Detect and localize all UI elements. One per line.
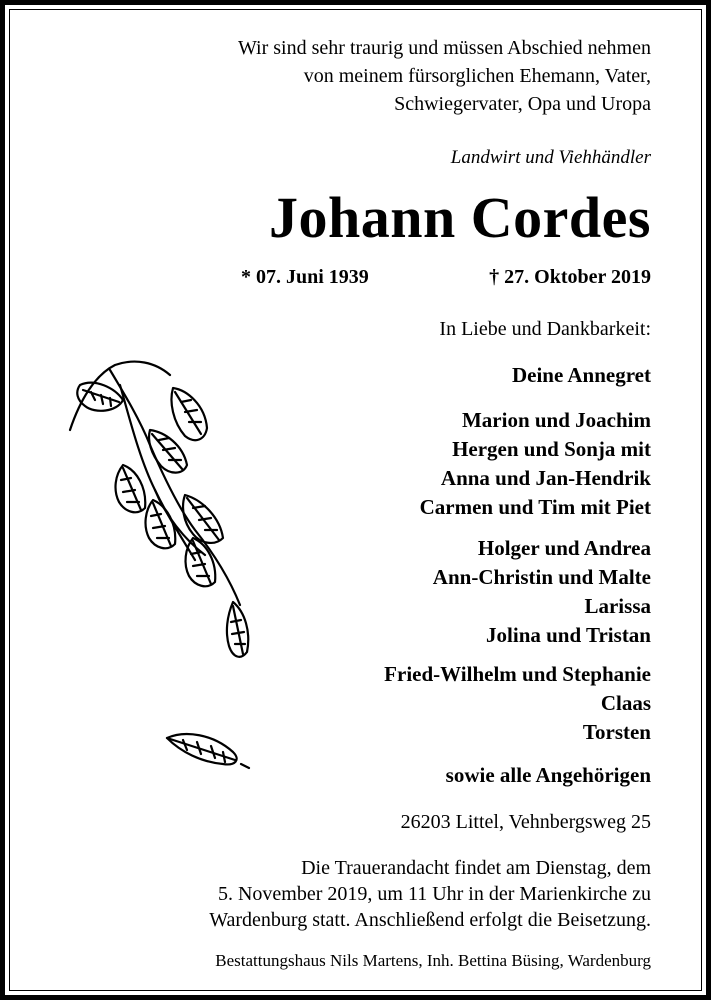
undertaker: Bestattungshaus Nils Martens, Inh. Bettina Büsing, Wardenburg <box>215 951 651 970</box>
intro-line: Schwiegervater, Opa und Uropa <box>394 93 651 115</box>
intro-text <box>131 34 651 118</box>
mourner-group-3 <box>231 660 651 747</box>
service-line: Die Trauerandacht findet am Dienstag, dem <box>301 857 651 879</box>
mourner-line: Holger und Andrea <box>477 536 651 560</box>
service-notice <box>91 855 651 933</box>
mourner-line: Torsten <box>582 720 651 744</box>
death-date: † 27. Oktober 2019 <box>489 266 651 288</box>
mourner-group-2 <box>231 534 651 650</box>
mourner-line: Fried-Wilhelm und Stephanie <box>384 662 651 686</box>
intro-line: Wir sind sehr traurig und müssen Abschied nehmen <box>237 37 651 59</box>
dedication: In Liebe und Dankbarkeit: <box>439 318 651 340</box>
service-line: 5. November 2019, um 11 Uhr in der Marienkirche zu <box>217 883 651 905</box>
mourner-group-relatives <box>231 761 651 790</box>
intro-line: von meinem fürsorglichen Ehemann, Vater, <box>303 65 651 87</box>
family-address: 26203 Littel, Vehnbergsweg 25 <box>400 811 651 833</box>
mourner-line: sowie alle Angehörigen <box>445 763 651 787</box>
mourner-group-1 <box>231 406 651 522</box>
mourner-line: Larissa <box>584 594 651 618</box>
service-line: Wardenburg statt. Anschließend erfolgt die Beisetzung. <box>209 909 651 931</box>
mourner-line: Hergen und Sonja mit <box>452 437 651 461</box>
mourner-line: Jolina und Tristan <box>486 623 651 647</box>
mourner-line: Ann-Christin und Malte <box>432 565 651 589</box>
mourner-line: Carmen und Tim mit Piet <box>419 495 651 519</box>
deceased-name: Johann Cordes <box>269 185 651 250</box>
mourner-line: Claas <box>600 691 651 715</box>
profession: Landwirt und Viehhändler <box>450 147 651 168</box>
mourner-line: Anna und Jan-Hendrik <box>440 466 651 490</box>
mourner-group-spouse <box>231 361 651 390</box>
leaf-branch-icon <box>55 340 275 780</box>
birth-date: * 07. Juni 1939 <box>241 266 369 288</box>
mourner-line: Marion und Joachim <box>461 408 651 432</box>
mourner-line: Deine Annegret <box>511 363 651 387</box>
